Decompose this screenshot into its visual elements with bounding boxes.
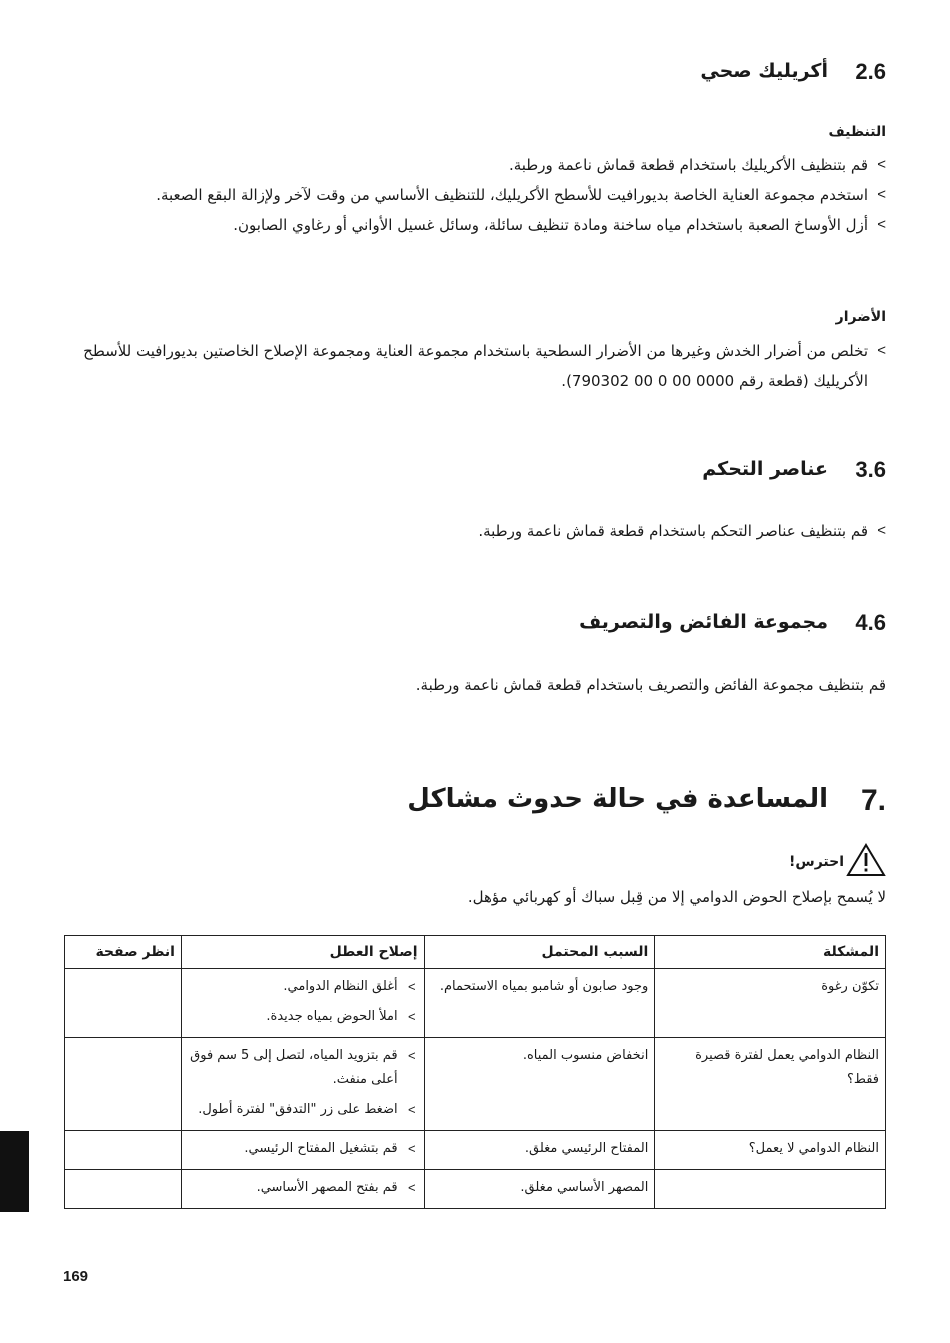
fix-text: أغلق النظام الدوامي.: [283, 979, 398, 994]
section-number-4-6: 4.6: [855, 610, 886, 635]
column-header-cause: السبب المحتمل: [424, 936, 655, 969]
cleaning-item-text: أزل الأوساخ الصعبة باستخدام مياه ساخنة ومادة تنظيف سائلة، وسائل غسيل الأواني أو رغاوي الصابون.: [233, 216, 868, 234]
fix-text: املأ الحوض بمياه جديدة.: [266, 1009, 398, 1024]
damage-list: [66, 336, 886, 396]
subheading-cleaning: التنظيف: [828, 124, 886, 140]
fix-item: [188, 1098, 418, 1122]
list-item: [106, 210, 886, 240]
cell-page: [65, 1131, 182, 1170]
troubleshooting-table: [64, 935, 886, 1209]
section-title-troubleshooting: المساعدة في حالة حدوث مشاكل: [407, 784, 828, 814]
cell-problem: النظام الدوامي يعمل لفترة قصيرة فقط؟: [655, 1038, 886, 1131]
list-item: [106, 180, 886, 210]
fix-text: قم بتشغيل المفتاح الرئيسي.: [244, 1141, 398, 1156]
fix-item: [188, 975, 418, 999]
table-row: [65, 969, 886, 1038]
column-header-fix: إصلاح العطل: [181, 936, 424, 969]
table-row: [65, 1131, 886, 1170]
bullet-marker: >: [877, 186, 886, 203]
section-number-2-6: 2.6: [855, 59, 886, 84]
cell-problem: [655, 1170, 886, 1209]
section-title-controls: عناصر التحكم: [702, 458, 828, 480]
controls-list: [66, 516, 886, 546]
cell-fix: [181, 1170, 424, 1209]
page-edge-marker: [0, 1131, 29, 1212]
list-item: [66, 516, 886, 546]
controls-item-text: قم بتنظيف عناصر التحكم باستخدام قطعة قماش ناعمة ورطبة.: [478, 522, 868, 540]
table-row: [65, 1170, 886, 1209]
cell-cause: وجود صابون أو شامبو بمياه الاستحمام.: [424, 969, 655, 1038]
page-number: 169: [63, 1268, 89, 1285]
cell-fix: [181, 1131, 424, 1170]
cell-problem: تكوّن رغوة: [655, 969, 886, 1038]
cell-fix: [181, 1038, 424, 1131]
cleaning-item-text: استخدم مجموعة العناية الخاصة بديورافيت للأسطح الأكريليك، للتنظيف الأساسي من وقت لآخر ولإزالة البقع الصعبة.: [156, 186, 868, 204]
cell-page: [65, 1038, 182, 1131]
damage-item-text: تخلص من أضرار الخدش وغيرها من الأضرار السطحية باستخدام مجموعة العناية ومجموعة الإصلاح الخاصتين بديورافيت للأسطح الأكريليك (قطعة رقم 0000 00 0 00 790302).: [83, 342, 868, 390]
fix-item: [188, 1176, 418, 1200]
column-header-problem: المشكلة: [655, 936, 886, 969]
bullet-marker: >: [877, 522, 886, 539]
cell-page: [65, 1170, 182, 1209]
cleaning-list: [106, 150, 886, 240]
bullet-marker: >: [408, 1048, 416, 1063]
cell-cause: المفتاح الرئيسي مغلق.: [424, 1131, 655, 1170]
cell-cause: انخفاض منسوب المياه.: [424, 1038, 655, 1131]
bullet-marker: >: [877, 216, 886, 233]
fix-text: قم بتزويد المياه، لتصل إلى 5 سم فوق أعلى منفث.: [190, 1048, 398, 1087]
fix-item: [188, 1005, 418, 1029]
subheading-damage: الأضرار: [835, 309, 886, 325]
caution-text: لا يُسمح بإصلاح الحوض الدوامي إلا من قِبل سباك أو كهربائي مؤهل.: [467, 888, 886, 906]
bullet-marker: >: [877, 342, 886, 359]
cell-problem: النظام الدوامي لا يعمل؟: [655, 1131, 886, 1170]
fix-text: اضغط على زر "التدفق" لفترة أطول.: [198, 1102, 398, 1117]
section-number-3-6: 3.6: [855, 457, 886, 482]
bullet-marker: >: [408, 1141, 416, 1156]
cell-fix: [181, 969, 424, 1038]
section-title-acrylic: أكريليك صحي: [700, 60, 828, 82]
warning-icon: [846, 843, 886, 877]
fix-item: [188, 1044, 418, 1092]
column-header-page: انظر صفحة: [65, 936, 182, 969]
list-item: [66, 336, 886, 396]
bullet-marker: >: [408, 1180, 416, 1195]
cell-page: [65, 969, 182, 1038]
cleaning-item-text: قم بتنظيف الأكريليك باستخدام قطعة قماش ناعمة ورطبة.: [508, 156, 868, 174]
fix-item: [188, 1137, 418, 1161]
bullet-marker: >: [408, 979, 416, 994]
section-title-overflow: مجموعة الفائض والتصريف: [579, 611, 828, 633]
table-header-row: [65, 936, 886, 969]
bullet-marker: >: [408, 1102, 416, 1117]
overflow-text: قم بتنظيف مجموعة الفائض والتصريف باستخدام قطعة قماش ناعمة ورطبة.: [415, 676, 886, 694]
table-row: [65, 1038, 886, 1131]
caution-label: احترس!: [788, 854, 844, 870]
bullet-marker: >: [877, 156, 886, 173]
fix-text: قم بفتح المصهر الأساسي.: [256, 1180, 398, 1195]
cell-cause: المصهر الأساسي مغلق.: [424, 1170, 655, 1209]
bullet-marker: >: [408, 1009, 416, 1024]
list-item: [106, 150, 886, 180]
section-number-7: 7.: [860, 784, 886, 817]
